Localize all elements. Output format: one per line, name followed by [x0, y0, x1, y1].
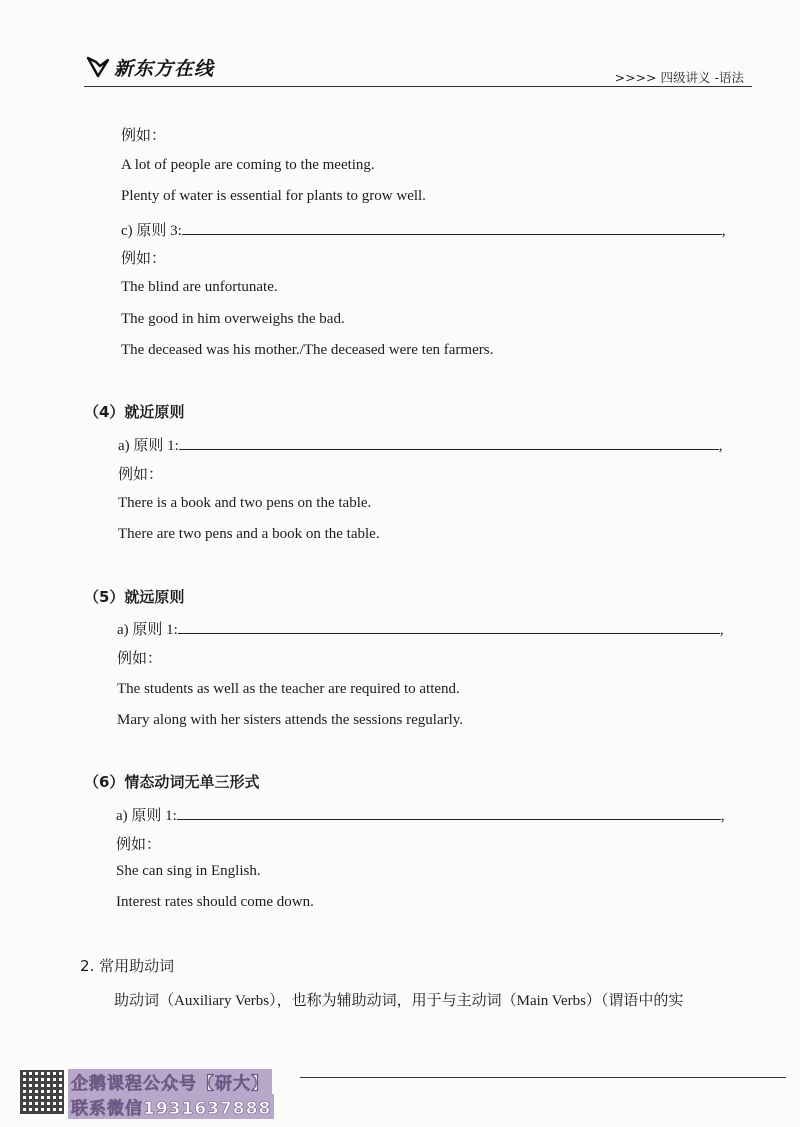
section-heading: （6）情态动词无单三形式 — [84, 773, 260, 791]
rule-line — [116, 804, 725, 825]
example-label: 例如： — [117, 651, 163, 667]
example-sentence: There is a book and two pens on the table. — [118, 495, 372, 511]
example-sentence: A lot of people are coming to the meeting. — [121, 157, 375, 173]
example-sentence: Mary along with her sisters attends the sessions regularly. — [117, 712, 464, 728]
rule-line — [121, 219, 726, 240]
example-sentence: Plenty of water is essential for plants to grow well. — [121, 188, 426, 204]
footer-contact: 联系微信1931637888 — [68, 1094, 274, 1119]
example-sentence: The students as well as the teacher are required to attend. — [117, 681, 460, 697]
fill-blank — [182, 220, 722, 235]
blank-comma: , — [720, 808, 725, 824]
qr-code-icon — [20, 1070, 64, 1114]
fill-blank — [177, 805, 721, 820]
blank-comma: , — [718, 438, 723, 454]
section-title: >>>> 四级讲义 -语法 — [614, 70, 744, 85]
example-label: 例如： — [121, 251, 167, 267]
footer-divider — [300, 1077, 786, 1078]
section-heading: （5）就远原则 — [84, 588, 185, 606]
subsection-heading: 2. 常用助动词 — [80, 957, 175, 975]
example-sentence: There are two pens and a book on the table. — [118, 526, 380, 542]
rule-label: a) 原则 1: — [117, 622, 178, 638]
example-sentence: She can sing in English. — [116, 863, 261, 879]
rule-label: a) 原则 1: — [118, 438, 179, 454]
fill-blank — [178, 619, 720, 634]
example-label: 例如： — [116, 837, 162, 853]
rule-label: a) 原则 1: — [116, 808, 177, 824]
example-sentence: Interest rates should come down. — [116, 894, 314, 910]
example-label: 例如： — [121, 128, 167, 144]
rule-line — [117, 618, 724, 639]
example-label: 例如： — [118, 467, 164, 483]
blank-comma: , — [721, 223, 726, 239]
brand-name: 新东方在线 — [114, 57, 215, 80]
example-sentence: The blind are unfortunate. — [121, 279, 278, 295]
footer-promo: 企鹅课程公众号【研大】 — [68, 1069, 272, 1094]
rule-line — [118, 434, 723, 455]
blank-comma: , — [719, 622, 724, 638]
logo-icon — [86, 56, 110, 78]
fill-blank — [179, 435, 719, 450]
header-divider — [84, 86, 752, 87]
rule-label: c) 原则 3: — [121, 223, 182, 239]
example-sentence: The good in him overweighs the bad. — [121, 311, 345, 327]
body-paragraph: 助动词（Auxiliary Verbs），也称为辅助动词，用于与主动词（Main Verbs）（谓语中的实 — [114, 993, 684, 1009]
section-heading: （4）就近原则 — [84, 403, 185, 421]
example-sentence: The deceased was his mother./The deceased were ten farmers. — [121, 342, 494, 358]
brand-logo — [86, 52, 214, 82]
